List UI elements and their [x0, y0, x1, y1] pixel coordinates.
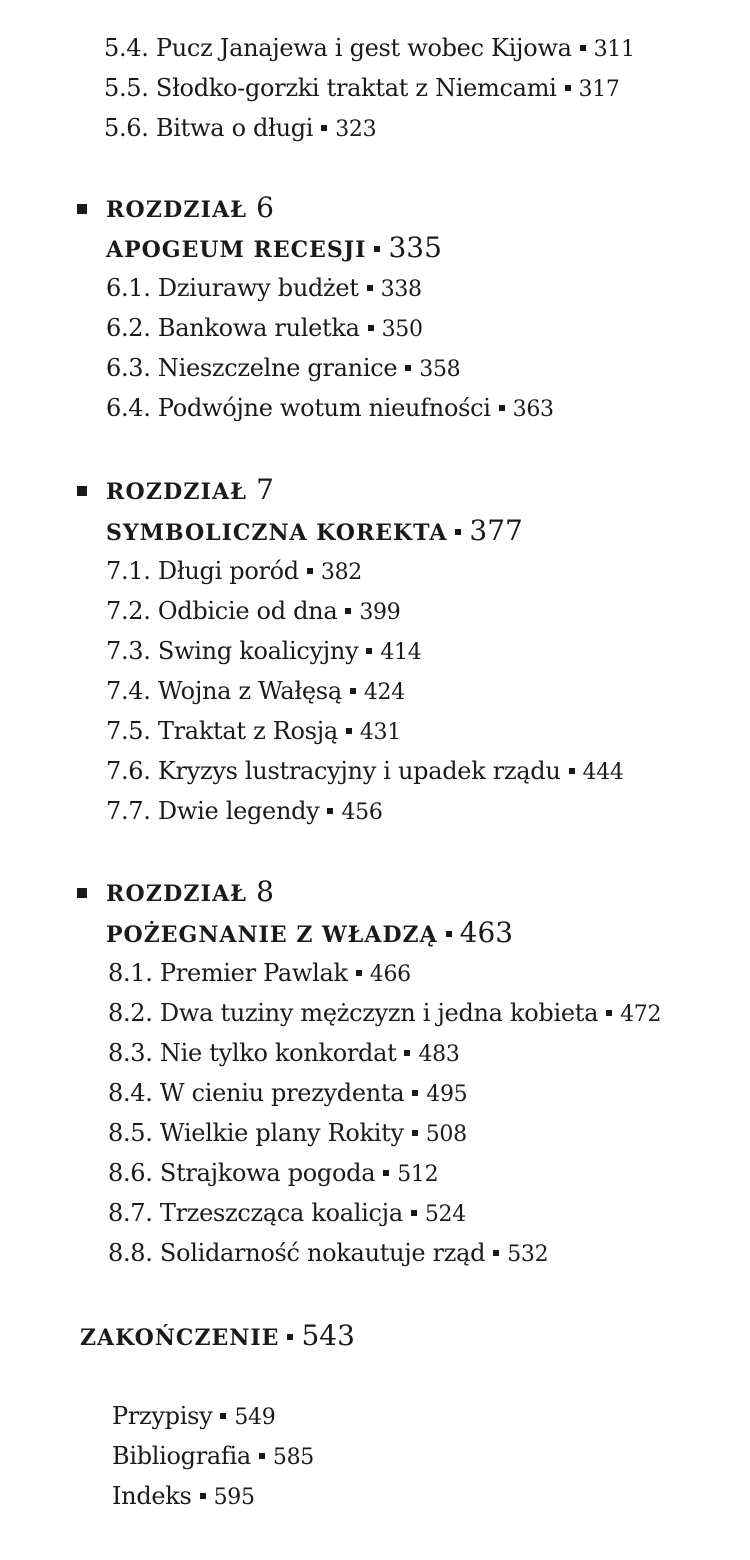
toc-entry — [106, 310, 423, 348]
entry-label: 8.6. Strajkowa pogoda — [108, 1159, 376, 1187]
separator-square — [345, 608, 351, 614]
entry-label: 6.2. Bankowa ruletka — [106, 314, 360, 342]
entry-page: 431 — [359, 720, 401, 745]
entry-label: 5.4. Pucz Janajewa i gest wobec Kijowa — [104, 34, 572, 62]
toc-entry — [108, 1075, 467, 1113]
toc-entry — [108, 1035, 460, 1073]
toc-entry — [106, 350, 460, 388]
separator-square — [565, 85, 571, 91]
chapter-page: 377 — [469, 514, 523, 547]
entry-page: 414 — [380, 640, 422, 665]
chapter-8-label — [106, 874, 274, 912]
separator-square — [327, 808, 333, 814]
separator-square — [446, 931, 452, 937]
separator-square — [307, 568, 313, 574]
chapter-number: 7 — [256, 473, 274, 506]
toc-entry — [108, 1115, 467, 1153]
toc-entry — [106, 270, 422, 308]
toc-entry — [108, 1155, 438, 1193]
entry-label: 8.7. Trzeszcząca koalicja — [108, 1199, 403, 1227]
toc-entry — [108, 1195, 466, 1233]
separator-square — [383, 1170, 389, 1176]
entry-label: 6.4. Podwójne wotum nieufności — [106, 394, 491, 422]
chapter-number: 8 — [256, 875, 274, 908]
ending-title-text: ZAKOŃCZENIE — [80, 1325, 280, 1351]
chapter-title-text: POŻEGNANIE Z WŁADZĄ — [106, 922, 438, 948]
entry-label: 8.4. W cieniu prezydenta — [108, 1079, 405, 1107]
toc-entry — [104, 110, 376, 148]
chapter-word: ROZDZIAŁ — [106, 479, 248, 505]
entry-label: 7.1. Długi poród — [106, 557, 299, 585]
toc-entry — [104, 30, 635, 68]
ending-title — [80, 1318, 355, 1356]
entry-label: 7.2. Odbicie od dna — [106, 597, 338, 625]
separator-square — [200, 1493, 206, 1499]
separator-square — [412, 1130, 418, 1136]
entry-label: 8.5. Wielkie plany Rokity — [108, 1119, 404, 1147]
separator-square — [350, 688, 356, 694]
chapter-bullet-square — [77, 888, 87, 898]
separator-square — [411, 1210, 417, 1216]
chapter-7-title — [106, 513, 523, 551]
separator-square — [259, 1453, 265, 1459]
entry-label: Przypisy — [112, 1402, 213, 1430]
chapter-title-text: APOGEUM RECESJI — [106, 237, 367, 263]
separator-square — [606, 1010, 612, 1016]
separator-square — [499, 405, 505, 411]
separator-square — [368, 325, 374, 331]
entry-page: 524 — [424, 1202, 466, 1227]
entry-label: 8.1. Premier Pawlak — [108, 959, 348, 987]
entry-page: 399 — [359, 600, 401, 625]
entry-page: 532 — [507, 1242, 549, 1267]
entry-page: 350 — [381, 317, 423, 342]
entry-page: 466 — [369, 962, 411, 987]
entry-page: 317 — [578, 77, 620, 102]
entry-page: 495 — [426, 1082, 468, 1107]
chapter-8-title — [106, 915, 513, 953]
entry-page: 444 — [582, 760, 624, 785]
entry-page: 311 — [593, 37, 635, 62]
chapter-6-label — [106, 190, 274, 228]
entry-page: 456 — [341, 800, 383, 825]
entry-label: 5.5. Słodko-gorzki traktat z Niemcami — [104, 74, 557, 102]
toc-entry — [112, 1478, 255, 1516]
chapter-page: 463 — [459, 916, 514, 949]
entry-label: 7.3. Swing koalicyjny — [106, 637, 359, 665]
entry-page: 323 — [335, 117, 377, 142]
toc-entry — [112, 1398, 275, 1436]
chapter-bullet-square — [77, 486, 87, 496]
chapter-6-title — [106, 230, 442, 268]
entry-page: 483 — [418, 1042, 460, 1067]
toc-entry — [106, 553, 362, 591]
separator-square — [569, 768, 575, 774]
entry-label: 8.3. Nie tylko konkordat — [108, 1039, 397, 1067]
toc-entry — [104, 70, 620, 108]
entry-label: 6.3. Nieszczelne granice — [106, 354, 398, 382]
separator-square — [366, 648, 372, 654]
separator-square — [220, 1413, 226, 1419]
toc-entry — [106, 673, 405, 711]
chapter-bullet-square — [77, 204, 87, 214]
entry-label: 7.7. Dwie legendy — [106, 797, 320, 825]
separator-square — [287, 1334, 293, 1340]
toc-entry — [106, 593, 400, 631]
separator-square — [455, 529, 461, 535]
separator-square — [404, 1050, 410, 1056]
separator-square — [374, 246, 380, 252]
entry-page: 595 — [213, 1485, 255, 1510]
toc-entry — [108, 1235, 548, 1273]
chapter-7-label — [106, 472, 274, 510]
toc-entry — [106, 633, 421, 671]
entry-page: 585 — [272, 1445, 314, 1470]
toc-entry — [106, 390, 554, 428]
toc-entry — [106, 793, 383, 831]
entry-page: 382 — [320, 560, 362, 585]
entry-label: 5.6. Bitwa o długi — [104, 114, 314, 142]
entry-page: 358 — [419, 357, 461, 382]
entry-label: 7.4. Wojna z Wałęsą — [106, 677, 342, 705]
entry-page: 424 — [363, 680, 405, 705]
entry-label: Bibliografia — [112, 1442, 251, 1470]
chapter-page: 335 — [388, 231, 442, 264]
entry-label: 7.5. Traktat z Rosją — [106, 717, 338, 745]
entry-page: 363 — [512, 397, 554, 422]
chapter-word: ROZDZIAŁ — [106, 881, 248, 907]
entry-page: 472 — [620, 1002, 662, 1027]
entry-label: 7.6. Kryzys lustracyjny i upadek rządu — [106, 757, 561, 785]
separator-square — [356, 970, 362, 976]
toc-entry — [106, 753, 624, 791]
toc-entry — [108, 955, 411, 993]
chapter-number: 6 — [256, 191, 274, 224]
separator-square — [580, 45, 586, 51]
toc-entry — [108, 995, 661, 1033]
entry-label: 8.8. Solidarność nokautuje rząd — [108, 1239, 486, 1267]
entry-label: 6.1. Dziurawy budżet — [106, 274, 359, 302]
entry-page: 338 — [380, 277, 422, 302]
separator-square — [405, 365, 411, 371]
separator-square — [321, 125, 327, 131]
entry-label: 8.2. Dwa tuziny mężczyzn i jedna kobieta — [108, 999, 599, 1027]
chapter-word: ROZDZIAŁ — [106, 197, 248, 223]
separator-square — [412, 1090, 418, 1096]
entry-page: 549 — [234, 1405, 276, 1430]
entry-page: 508 — [425, 1122, 467, 1147]
separator-square — [493, 1250, 499, 1256]
entry-label: Indeks — [112, 1482, 192, 1510]
entry-page: 512 — [397, 1162, 439, 1187]
separator-square — [367, 285, 373, 291]
chapter-title-text: SYMBOLICZNA KOREKTA — [106, 520, 448, 546]
toc-entry — [106, 713, 401, 751]
ending-page: 543 — [301, 1319, 355, 1352]
toc-entry — [112, 1438, 314, 1476]
separator-square — [346, 728, 352, 734]
